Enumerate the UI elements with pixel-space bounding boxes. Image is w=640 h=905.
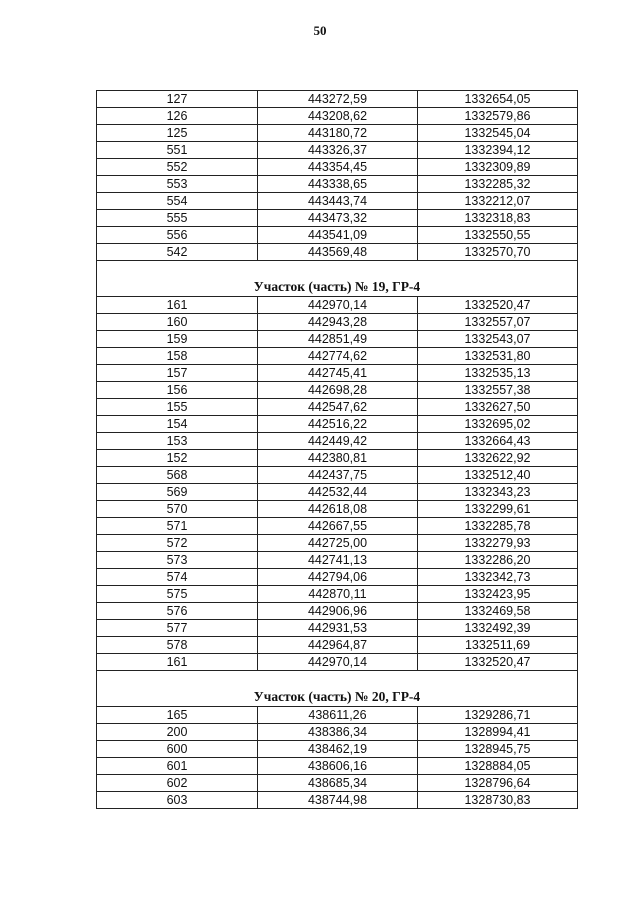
x-coordinate-cell: 442964,87 xyxy=(258,637,418,654)
point-number-cell: 555 xyxy=(97,210,258,227)
table-row xyxy=(97,125,578,142)
point-number-cell: 570 xyxy=(97,501,258,518)
y-coordinate-cell: 1332511,69 xyxy=(418,637,578,654)
table-row xyxy=(97,741,578,758)
table-row xyxy=(97,450,578,467)
y-coordinate-cell: 1332664,43 xyxy=(418,433,578,450)
y-coordinate-cell: 1332342,73 xyxy=(418,569,578,586)
point-number-cell: 573 xyxy=(97,552,258,569)
table-row xyxy=(97,297,578,314)
y-coordinate-cell: 1328945,75 xyxy=(418,741,578,758)
y-coordinate-cell: 1332520,47 xyxy=(418,654,578,671)
table-row xyxy=(97,758,578,775)
y-coordinate-cell: 1332531,80 xyxy=(418,348,578,365)
y-coordinate-cell: 1332318,83 xyxy=(418,210,578,227)
x-coordinate-cell: 442745,41 xyxy=(258,365,418,382)
table-row xyxy=(97,654,578,671)
table-row xyxy=(97,433,578,450)
point-number-cell: 572 xyxy=(97,535,258,552)
point-number-cell: 153 xyxy=(97,433,258,450)
x-coordinate-cell: 442870,11 xyxy=(258,586,418,603)
table-row xyxy=(97,399,578,416)
point-number-cell: 578 xyxy=(97,637,258,654)
y-coordinate-cell: 1332545,04 xyxy=(418,125,578,142)
x-coordinate-cell: 438611,26 xyxy=(258,707,418,724)
point-number-cell: 160 xyxy=(97,314,258,331)
point-number-cell: 154 xyxy=(97,416,258,433)
point-number-cell: 200 xyxy=(97,724,258,741)
y-coordinate-cell: 1332570,70 xyxy=(418,244,578,261)
x-coordinate-cell: 443180,72 xyxy=(258,125,418,142)
x-coordinate-cell: 438386,34 xyxy=(258,724,418,741)
table-row xyxy=(97,416,578,433)
y-coordinate-cell: 1332492,39 xyxy=(418,620,578,637)
coordinates-table xyxy=(96,90,578,809)
point-number-cell: 159 xyxy=(97,331,258,348)
y-coordinate-cell: 1332512,40 xyxy=(418,467,578,484)
y-coordinate-cell: 1332299,61 xyxy=(418,501,578,518)
table-row xyxy=(97,91,578,108)
x-coordinate-cell: 442532,44 xyxy=(258,484,418,501)
table-row xyxy=(97,244,578,261)
y-coordinate-cell: 1332423,95 xyxy=(418,586,578,603)
section-header-row xyxy=(97,261,578,297)
table-row xyxy=(97,348,578,365)
y-coordinate-cell: 1332627,50 xyxy=(418,399,578,416)
point-number-cell: 126 xyxy=(97,108,258,125)
table-row xyxy=(97,467,578,484)
point-number-cell: 554 xyxy=(97,193,258,210)
y-coordinate-cell: 1332622,92 xyxy=(418,450,578,467)
table-row xyxy=(97,620,578,637)
point-number-cell: 157 xyxy=(97,365,258,382)
table-row xyxy=(97,193,578,210)
x-coordinate-cell: 442380,81 xyxy=(258,450,418,467)
x-coordinate-cell: 443326,37 xyxy=(258,142,418,159)
table-row xyxy=(97,707,578,724)
table-row xyxy=(97,518,578,535)
point-number-cell: 158 xyxy=(97,348,258,365)
x-coordinate-cell: 438685,34 xyxy=(258,775,418,792)
y-coordinate-cell: 1328730,83 xyxy=(418,792,578,809)
section-title: Участок (часть) № 19, ГР-4 xyxy=(97,261,578,297)
point-number-cell: 569 xyxy=(97,484,258,501)
x-coordinate-cell: 442725,00 xyxy=(258,535,418,552)
table-row xyxy=(97,227,578,244)
table-row xyxy=(97,569,578,586)
x-coordinate-cell: 443473,32 xyxy=(258,210,418,227)
point-number-cell: 552 xyxy=(97,159,258,176)
x-coordinate-cell: 443354,45 xyxy=(258,159,418,176)
y-coordinate-cell: 1328994,41 xyxy=(418,724,578,741)
y-coordinate-cell: 1332469,58 xyxy=(418,603,578,620)
y-coordinate-cell: 1332557,38 xyxy=(418,382,578,399)
x-coordinate-cell: 443272,59 xyxy=(258,91,418,108)
point-number-cell: 577 xyxy=(97,620,258,637)
x-coordinate-cell: 442970,14 xyxy=(258,297,418,314)
table-row xyxy=(97,365,578,382)
y-coordinate-cell: 1332343,23 xyxy=(418,484,578,501)
x-coordinate-cell: 442449,42 xyxy=(258,433,418,450)
section-title: Участок (часть) № 20, ГР-4 xyxy=(97,671,578,707)
x-coordinate-cell: 438462,19 xyxy=(258,741,418,758)
table-row xyxy=(97,210,578,227)
x-coordinate-cell: 443338,65 xyxy=(258,176,418,193)
table-row xyxy=(97,603,578,620)
point-number-cell: 161 xyxy=(97,654,258,671)
y-coordinate-cell: 1328796,64 xyxy=(418,775,578,792)
x-coordinate-cell: 442698,28 xyxy=(258,382,418,399)
point-number-cell: 602 xyxy=(97,775,258,792)
table-row xyxy=(97,552,578,569)
x-coordinate-cell: 442794,06 xyxy=(258,569,418,586)
x-coordinate-cell: 442851,49 xyxy=(258,331,418,348)
table-row xyxy=(97,775,578,792)
point-number-cell: 568 xyxy=(97,467,258,484)
point-number-cell: 165 xyxy=(97,707,258,724)
point-number-cell: 152 xyxy=(97,450,258,467)
x-coordinate-cell: 442970,14 xyxy=(258,654,418,671)
x-coordinate-cell: 442547,62 xyxy=(258,399,418,416)
table-row xyxy=(97,535,578,552)
x-coordinate-cell: 442931,53 xyxy=(258,620,418,637)
point-number-cell: 556 xyxy=(97,227,258,244)
point-number-cell: 601 xyxy=(97,758,258,775)
y-coordinate-cell: 1332550,55 xyxy=(418,227,578,244)
page-number: 50 xyxy=(313,23,327,38)
y-coordinate-cell: 1332309,89 xyxy=(418,159,578,176)
point-number-cell: 600 xyxy=(97,741,258,758)
table-row xyxy=(97,142,578,159)
y-coordinate-cell: 1332543,07 xyxy=(418,331,578,348)
y-coordinate-cell: 1332557,07 xyxy=(418,314,578,331)
y-coordinate-cell: 1332286,20 xyxy=(418,552,578,569)
section-header-row xyxy=(97,671,578,707)
y-coordinate-cell: 1332279,93 xyxy=(418,535,578,552)
x-coordinate-cell: 443443,74 xyxy=(258,193,418,210)
point-number-cell: 571 xyxy=(97,518,258,535)
table-row xyxy=(97,501,578,518)
point-number-cell: 574 xyxy=(97,569,258,586)
x-coordinate-cell: 442667,55 xyxy=(258,518,418,535)
table-row xyxy=(97,108,578,125)
x-coordinate-cell: 442516,22 xyxy=(258,416,418,433)
point-number-cell: 603 xyxy=(97,792,258,809)
table-row xyxy=(97,331,578,348)
table-row xyxy=(97,484,578,501)
point-number-cell: 551 xyxy=(97,142,258,159)
y-coordinate-cell: 1332212,07 xyxy=(418,193,578,210)
y-coordinate-cell: 1332285,32 xyxy=(418,176,578,193)
x-coordinate-cell: 442774,62 xyxy=(258,348,418,365)
y-coordinate-cell: 1332285,78 xyxy=(418,518,578,535)
table-row xyxy=(97,637,578,654)
table-row xyxy=(97,586,578,603)
y-coordinate-cell: 1332535,13 xyxy=(418,365,578,382)
table-row xyxy=(97,724,578,741)
table-row xyxy=(97,382,578,399)
point-number-cell: 155 xyxy=(97,399,258,416)
coordinates-table-body xyxy=(97,91,578,809)
point-number-cell: 156 xyxy=(97,382,258,399)
x-coordinate-cell: 443541,09 xyxy=(258,227,418,244)
table-row xyxy=(97,159,578,176)
y-coordinate-cell: 1328884,05 xyxy=(418,758,578,775)
point-number-cell: 125 xyxy=(97,125,258,142)
table-row xyxy=(97,792,578,809)
point-number-cell: 127 xyxy=(97,91,258,108)
x-coordinate-cell: 443569,48 xyxy=(258,244,418,261)
x-coordinate-cell: 438606,16 xyxy=(258,758,418,775)
table-row xyxy=(97,176,578,193)
point-number-cell: 553 xyxy=(97,176,258,193)
x-coordinate-cell: 442906,96 xyxy=(258,603,418,620)
x-coordinate-cell: 438744,98 xyxy=(258,792,418,809)
point-number-cell: 542 xyxy=(97,244,258,261)
x-coordinate-cell: 442943,28 xyxy=(258,314,418,331)
x-coordinate-cell: 443208,62 xyxy=(258,108,418,125)
table-row xyxy=(97,314,578,331)
point-number-cell: 575 xyxy=(97,586,258,603)
y-coordinate-cell: 1332579,86 xyxy=(418,108,578,125)
x-coordinate-cell: 442618,08 xyxy=(258,501,418,518)
x-coordinate-cell: 442437,75 xyxy=(258,467,418,484)
y-coordinate-cell: 1332654,05 xyxy=(418,91,578,108)
point-number-cell: 576 xyxy=(97,603,258,620)
x-coordinate-cell: 442741,13 xyxy=(258,552,418,569)
y-coordinate-cell: 1332695,02 xyxy=(418,416,578,433)
point-number-cell: 161 xyxy=(97,297,258,314)
y-coordinate-cell: 1332520,47 xyxy=(418,297,578,314)
y-coordinate-cell: 1332394,12 xyxy=(418,142,578,159)
y-coordinate-cell: 1329286,71 xyxy=(418,707,578,724)
